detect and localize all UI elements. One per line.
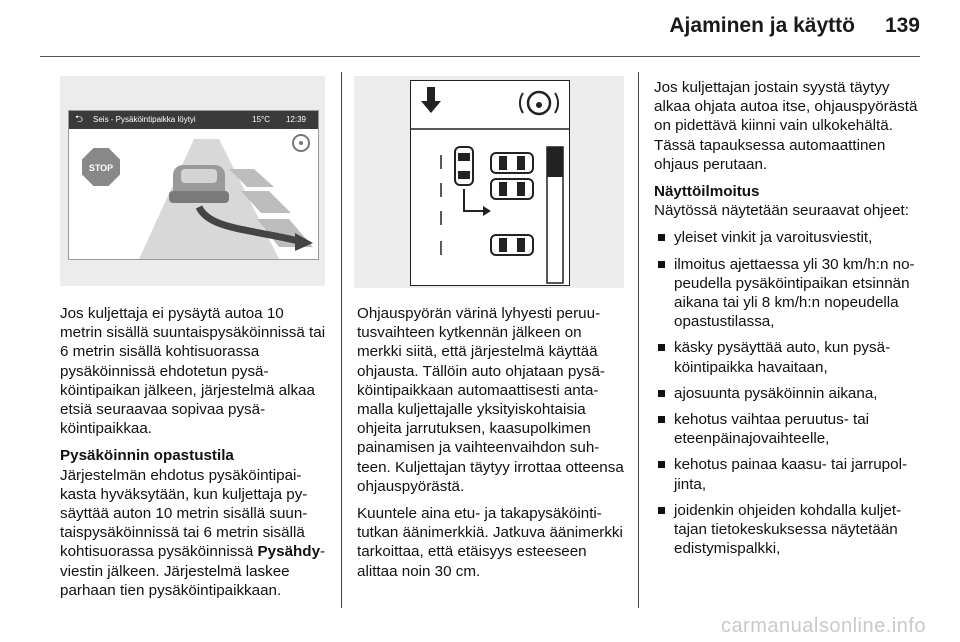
list-item: kehotus vaihtaa peruutus- tai eteenpäinajovaihteelle, [654,410,924,448]
display-title: Seis - Pysäköintipaikka löytyi [93,115,196,124]
guidance-frame [410,80,570,286]
section-heading: Pysäköinnin opastustila [60,447,234,465]
display-screen [68,110,319,260]
page-number: 139 [884,14,920,37]
page-header [669,14,920,38]
stop-sign-text: STOP [88,163,114,173]
section-heading: Näyttöilmoitus [654,183,760,201]
progress-bar [547,147,563,283]
list-item: ilmoitus ajettaessa yli 30 km/h:n nopeudella pysäköintipaikan etsinnän aikana tai yli 8 km/h:n nopeudella opastustilassa, [654,255,924,332]
steering-wheel-icon [520,92,558,114]
figure-guidance-display [354,76,624,288]
car-icon [169,165,229,203]
turn-arrow-icon [464,189,491,216]
column-1 [60,304,330,608]
parked-car-icon [491,153,533,173]
list-item: joidenkin ohjeiden kohdalla kuljettajan tietokeskuksessa näytetään edistymispalkki, [654,501,924,559]
parked-car-icon [491,179,533,199]
column-3 [654,78,924,565]
watermark: carmanualsonline.info [720,615,926,637]
display-time: 12:39 [285,115,306,124]
column-divider [341,72,342,608]
back-arrow-icon: ⮌ [75,114,84,125]
figure-parking-display [60,76,325,286]
paragraph: Jos kuljettaja ei pysäytä autoa 10 metrin sisällä suuntaispysäköinnissä tai 6 metrin sisällä kohtisuorassa pysäköinnissä ehdotetun pysäköintipaikan jälkeen, järjestelmä alkaa etsiä seuraavaa sopivaa pysäköintipaikkaa. [60,305,326,438]
list-item: ajosuunta pysäköinnin aikana, [654,384,924,403]
guidance-illustration [411,81,569,285]
list-item: kehotus painaa kaasu- tai jarrupoljinta, [654,455,924,493]
parking-scene-illustration [69,129,318,259]
parked-car-icon [491,235,533,255]
list-item: käsky pysäyttää auto, kun pysäköintipaikka havaitaan, [654,338,924,376]
own-car-icon [455,147,473,185]
display-temperature: 15°C [252,115,270,124]
paragraph: Ohjauspyörän värinä lyhyesti peruutusvaihteen kytkennän jälkeen on merkki siitä, että järjestelmä käyttää ohjausta. Tällöin auto ohjataan pysäköintipaikkaan automaattisesti antamalla kuljettajalle yksityiskohtaisia ohjeita jarrutuksen, kaasupolkimen painamisen ja vaihteenvaihdon suhteen. Kuljettajan täytyy irrottaa otteensa ohjauspyörästä. [357,305,624,495]
paragraph: Jos kuljettajan jostain syystä täytyy alkaa ohjata autoa itse, ohjauspyörästä on pidettävä kiinni vain ulkokehältä. Tässä tapauksessa automaattinen ohjaus perutaan. [654,79,918,173]
column-2 [357,304,627,589]
paragraph: Kuuntele aina etu- ja takapysäköintitutkan äänimerkkiä. Jatkuva äänimerkki tarkoittaa, että etäisyys esteeseen alittaa noin 30 cm. [357,505,623,580]
header-rule [40,56,920,57]
list-item: yleiset vinkit ja varoitusviestit, [654,228,924,247]
display-title-bar [69,111,318,129]
text-span: -viestin jälkeen. Järjestelmä laskee parhaan tien pysäköintipaikkaan. [60,543,326,599]
down-arrow-icon [421,87,441,113]
text-span: Järjestelmän ehdotus pysäköintipaikasta hyväksytään, kun kuljettaja pysäyttää auton 10 metrin sisällä suuntaispysäköinnissä tai 6 metrin sisällä kohtisuorassa pysäköinnissä [60,466,308,561]
bold-term: Pysähdy [257,543,321,561]
column-divider [638,72,639,608]
steering-wheel-icon [293,135,309,151]
paragraph: Näytössä näytetään seuraavat ohjeet: [654,202,909,220]
chapter-title: Ajaminen ja käyttö [669,14,855,37]
bullet-list [654,228,924,558]
paragraph [60,466,330,600]
